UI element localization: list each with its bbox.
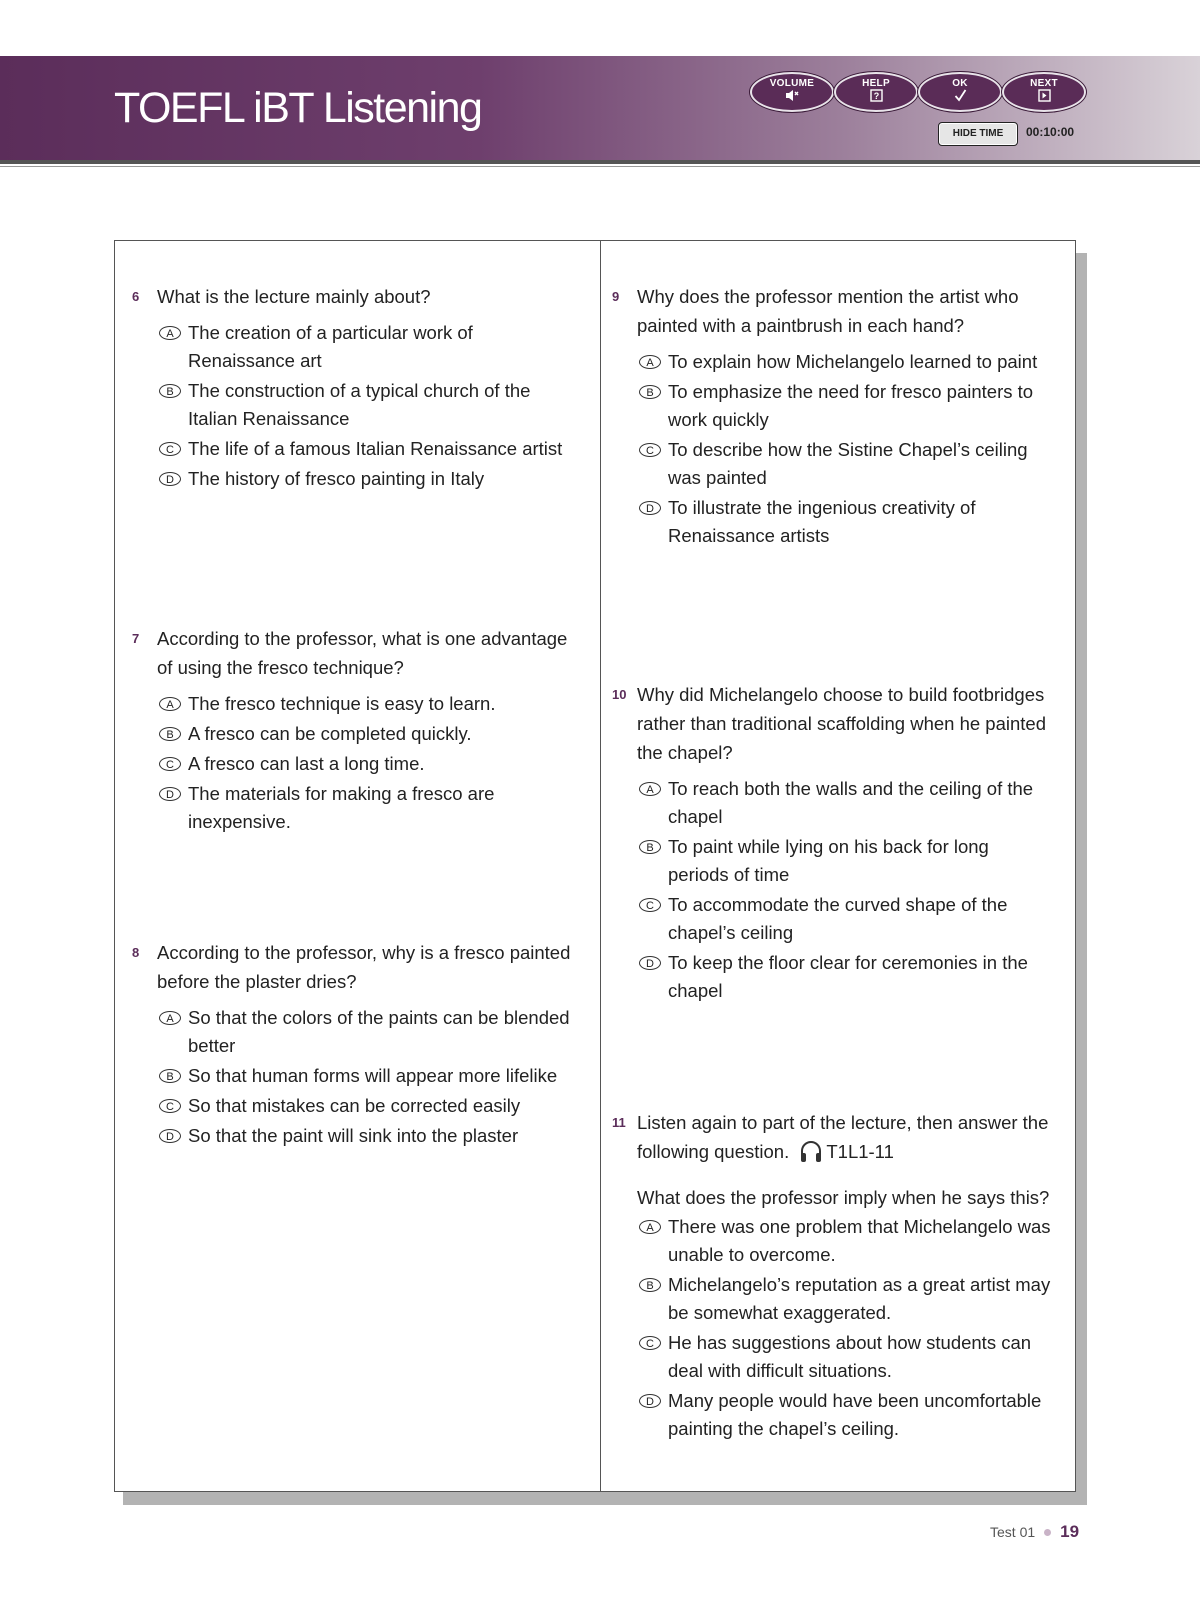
answer-option-c[interactable]: [637, 1329, 1052, 1385]
ok-button[interactable]: [918, 72, 1002, 112]
help-label: HELP: [862, 78, 890, 89]
question-7: [132, 624, 572, 838]
next-button[interactable]: [1002, 72, 1086, 112]
option-circle-a: A: [639, 1220, 661, 1234]
option-text: The history of fresco painting in Italy: [188, 468, 485, 489]
question-number: 7: [132, 631, 140, 646]
option-circle-d: D: [159, 472, 181, 486]
speaker-icon: [752, 89, 832, 105]
option-text: The fresco technique is easy to learn.: [188, 693, 496, 714]
option-text: The construction of a typical church of the Italian Renaissance: [188, 380, 531, 429]
option-text: So that mistakes can be corrected easily: [188, 1095, 521, 1116]
answer-option-c[interactable]: [637, 891, 1052, 947]
option-circle-d: D: [159, 1129, 181, 1143]
option-circle-d: D: [639, 501, 661, 515]
question-stem: According to the professor, what is one advantage of using the fresco technique?: [157, 628, 568, 678]
option-circle-c: C: [639, 898, 661, 912]
help-icon: [836, 89, 916, 105]
next-label: NEXT: [1030, 78, 1058, 89]
answer-option-b[interactable]: [157, 377, 572, 433]
answer-option-d[interactable]: [157, 465, 572, 493]
option-text: There was one problem that Michelangelo was unable to overcome.: [668, 1216, 1051, 1265]
answer-option-a[interactable]: [157, 690, 572, 718]
option-text: To paint while lying on his back for long periods of time: [668, 836, 989, 885]
question-number: 11: [612, 1115, 626, 1130]
option-circle-b: B: [639, 1278, 661, 1292]
option-circle-a: A: [159, 697, 181, 711]
option-circle-b: B: [159, 384, 181, 398]
answer-option-c[interactable]: [157, 750, 572, 778]
answer-option-d[interactable]: [637, 494, 1052, 550]
option-text: The materials for making a fresco are inexpensive.: [188, 783, 495, 832]
option-text: So that the colors of the paints can be blended better: [188, 1007, 570, 1056]
answer-option-c[interactable]: [157, 435, 572, 463]
answer-option-a[interactable]: [637, 348, 1052, 376]
header-divider: [0, 160, 1200, 164]
footer-bullet: [1044, 1529, 1051, 1536]
answer-option-b[interactable]: [637, 378, 1052, 434]
page-footer: [990, 1522, 1079, 1542]
checkmark-icon: [920, 89, 1000, 105]
option-text: The life of a famous Italian Renaissance artist: [188, 438, 563, 459]
option-circle-c: C: [159, 1099, 181, 1113]
answer-option-d[interactable]: [637, 1387, 1052, 1443]
option-text: To keep the floor clear for ceremonies in the chapel: [668, 952, 1028, 1001]
column-divider: [600, 240, 601, 1492]
answer-option-d[interactable]: [637, 949, 1052, 1005]
question-number: 8: [132, 945, 140, 960]
volume-button[interactable]: [750, 72, 834, 112]
option-text: To reach both the walls and the ceiling of the chapel: [668, 778, 1034, 827]
option-circle-a: A: [159, 1011, 181, 1025]
question-stem: Listen again to part of the lecture, then answer the following question.: [637, 1112, 1049, 1162]
question-stem: Why does the professor mention the artist who painted with a paintbrush in each hand?: [637, 286, 1019, 336]
answer-option-b[interactable]: [637, 833, 1052, 889]
option-circle-b: B: [639, 840, 661, 854]
option-circle-a: A: [639, 355, 661, 369]
option-text: Many people would have been uncomfortable painting the chapel’s ceiling.: [668, 1390, 1042, 1439]
question-number: 6: [132, 289, 140, 304]
question-10: [612, 680, 1052, 1007]
option-circle-c: C: [639, 1336, 661, 1350]
option-text: A fresco can last a long time.: [188, 753, 425, 774]
answer-option-c[interactable]: [157, 1092, 572, 1120]
question-stem: What is the lecture mainly about?: [157, 286, 431, 307]
option-circle-b: B: [159, 1069, 181, 1083]
answer-option-a[interactable]: [157, 319, 572, 375]
option-circle-d: D: [639, 956, 661, 970]
question-stem: Why did Michelangelo choose to build footbridges rather than traditional scaffolding when he painted the chapel?: [637, 684, 1046, 763]
answer-option-b[interactable]: [157, 720, 572, 748]
answer-option-a[interactable]: [637, 1213, 1052, 1269]
header-divider-thin: [0, 166, 1200, 167]
answer-option-d[interactable]: [157, 780, 572, 836]
page-number: 19: [1060, 1522, 1080, 1541]
question-6: [132, 282, 572, 495]
question-8: [132, 938, 572, 1152]
option-text: To describe how the Sistine Chapel’s ceiling was painted: [668, 439, 1028, 488]
answer-option-b[interactable]: [637, 1271, 1052, 1327]
question-stem: According to the professor, why is a fresco painted before the plaster dries?: [157, 942, 571, 992]
option-text: He has suggestions about how students can deal with difficult situations.: [668, 1332, 1032, 1381]
headphone-icon[interactable]: [798, 1138, 824, 1172]
question-9: [612, 282, 1052, 552]
option-circle-c: C: [159, 442, 181, 456]
option-text: Michelangelo’s reputation as a great artist may be somewhat exaggerated.: [668, 1274, 1051, 1323]
option-text: To illustrate the ingenious creativity of Renaissance artists: [668, 497, 976, 546]
answer-option-b[interactable]: [157, 1062, 572, 1090]
app-title: TOEFL iBT Listening: [114, 84, 482, 132]
answer-option-c[interactable]: [637, 436, 1052, 492]
next-arrow-icon: [1004, 89, 1084, 105]
option-circle-b: B: [159, 727, 181, 741]
question-sub-stem: What does the professor imply when he says this?: [637, 1187, 1050, 1208]
question-11: [612, 1108, 1052, 1445]
countdown-timer: 00:10:00: [1026, 125, 1075, 139]
option-text: The creation of a particular work of Renaissance art: [188, 322, 473, 371]
option-text: A fresco can be completed quickly.: [188, 723, 472, 744]
option-circle-d: D: [159, 787, 181, 801]
option-circle-d: D: [639, 1394, 661, 1408]
option-circle-b: B: [639, 385, 661, 399]
option-circle-a: A: [159, 326, 181, 340]
question-number: 9: [612, 289, 620, 304]
option-circle-c: C: [159, 757, 181, 771]
option-text: To emphasize the need for fresco painters to work quickly: [668, 381, 1034, 430]
help-button[interactable]: [834, 72, 918, 112]
ok-label: OK: [952, 78, 968, 89]
audio-track-label: T1L1-11: [826, 1141, 894, 1162]
option-circle-c: C: [639, 443, 661, 457]
option-text: To explain how Michelangelo learned to paint: [668, 351, 1038, 372]
option-text: So that human forms will appear more lifelike: [188, 1065, 558, 1086]
option-text: To accommodate the curved shape of the chapel’s ceiling: [668, 894, 1008, 943]
option-text: So that the paint will sink into the plaster: [188, 1125, 519, 1146]
answer-option-a[interactable]: [637, 775, 1052, 831]
answer-option-d[interactable]: [157, 1122, 572, 1150]
question-number: 10: [612, 687, 627, 702]
svg-text:?: ?: [873, 91, 879, 101]
option-circle-a: A: [639, 782, 661, 796]
hide-time-button[interactable]: HIDE TIME: [938, 122, 1018, 146]
volume-label: VOLUME: [769, 78, 815, 89]
test-label: Test 01: [990, 1524, 1036, 1540]
answer-option-a[interactable]: [157, 1004, 572, 1060]
